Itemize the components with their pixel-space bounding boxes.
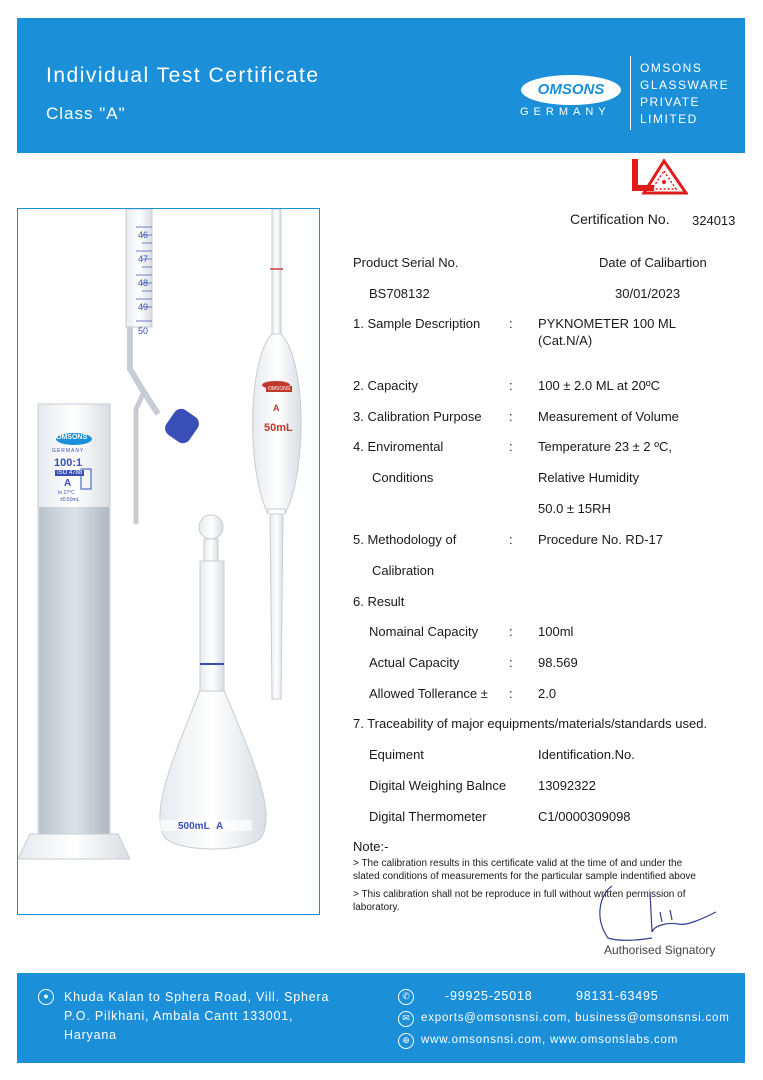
cylinder-brand: OMSONS — [56, 434, 88, 441]
row-value: 100 ± 2.0 ML at 20ºC — [538, 378, 660, 393]
flask-volume: 500mL — [178, 821, 210, 832]
cylinder-ratio: 100:1 — [54, 457, 83, 469]
email-icon: ✉ — [398, 1011, 414, 1027]
company-line: GLASSWARE — [640, 78, 730, 92]
cylinder-class: A — [64, 478, 72, 489]
stopcock-icon — [162, 406, 202, 447]
burette-scale — [138, 223, 148, 343]
address-line: Khuda Kalan to Sphera Road, Vill. Sphera — [64, 990, 330, 1004]
row-label: 4. Enviromental — [353, 439, 444, 454]
row-label: Digital Weighing Balnce — [369, 778, 507, 793]
burette-mark: 47 — [138, 254, 149, 264]
company-line: LIMITED — [640, 112, 698, 126]
row-value: 2.0 — [538, 686, 557, 701]
logo-brand: OMSONS — [537, 81, 605, 98]
row-sep: : — [509, 409, 513, 424]
note-line: > This calibration shall not be reproduce in full without written permission of — [353, 889, 686, 900]
row-sep: : — [509, 439, 513, 454]
row-sep: : — [509, 624, 513, 639]
row-value: 13092322 — [538, 778, 596, 793]
serial-header: Product Serial No. — [353, 255, 459, 270]
note-line: slated conditions of measurements for the particular sample indentified above — [353, 871, 696, 882]
phone-number[interactable]: 98131-63495 — [576, 989, 659, 1003]
row-label: Conditions — [372, 470, 434, 485]
cert-number: 324013 — [692, 213, 736, 228]
row-value: 100ml — [538, 624, 574, 639]
burette-mark: 49 — [138, 302, 149, 312]
globe-icon: ⊕ — [398, 1033, 414, 1049]
logo-germany: GERMANY — [520, 106, 611, 118]
accreditation-stamp-icon — [630, 157, 688, 197]
row-label: 7. Traceability of major equipments/materials/standards used. — [353, 716, 708, 731]
burette-mark: 46 — [138, 230, 149, 240]
note-line: > The calibration results in this certificate valid at the time of and under the — [353, 858, 683, 869]
company-line: OMSONS — [640, 61, 703, 75]
serial-value: BS708132 — [369, 286, 430, 301]
location-pin-icon: ● — [38, 989, 54, 1005]
row-sep: : — [509, 655, 513, 670]
row-value: Procedure No. RD-17 — [538, 532, 663, 547]
row-value: 50.0 ± 15RH — [538, 501, 611, 516]
cylinder-tol: ±0.50mL — [60, 497, 80, 503]
row-value: Relative Humidity — [538, 470, 640, 485]
row-sep: : — [509, 532, 513, 547]
cylinder-iso: ISO 4788 — [57, 470, 83, 476]
row-label: 6. Result — [353, 594, 405, 609]
volumetric-flask — [160, 515, 266, 849]
date-value: 30/01/2023 — [615, 286, 681, 301]
logo-divider — [630, 56, 631, 130]
row-value: Measurement of Volume — [538, 409, 679, 424]
row-label: 1. Sample Description — [353, 316, 481, 331]
row-value: C1/0000309098 — [538, 809, 631, 824]
volumetric-pipette — [253, 209, 301, 699]
pipette-volume: 50mL — [264, 422, 293, 434]
email-link[interactable]: exports@omsonsnsi.com, business@omsonsnsi.com — [421, 1012, 730, 1024]
phone-icon: ✆ — [398, 989, 414, 1005]
row-sep: : — [509, 378, 513, 393]
pipette-brand: OMSONS — [268, 386, 291, 392]
date-header: Date of Calibartion — [599, 255, 707, 270]
row-value: Identification.No. — [538, 747, 635, 762]
burette-mark: 48 — [138, 278, 149, 288]
row-label: Nomainal Capacity — [369, 624, 479, 639]
cert-number-label: Certification No. — [570, 211, 670, 227]
row-label: Allowed Tollerance ± — [369, 686, 488, 701]
note-title: Note:- — [353, 839, 389, 854]
row-label: Calibration — [372, 563, 435, 578]
row-label: Equiment — [369, 747, 424, 762]
row-value: (Cat.N/A) — [538, 333, 593, 348]
signature-icon — [590, 882, 720, 944]
row-label: 5. Methodology of — [353, 532, 457, 547]
signatory-label: Authorised Signatory — [604, 943, 716, 957]
row-label: Digital Thermometer — [369, 809, 487, 824]
row-sep: : — [509, 686, 513, 701]
web-link[interactable]: www.omsonsnsi.com, www.omsonslabs.com — [421, 1034, 679, 1046]
glassware-illustration — [18, 209, 319, 914]
address-line: P.O. Pilkhani, Ambala Cantt 133001, — [64, 1009, 294, 1023]
omsons-logo — [521, 75, 621, 105]
cylinder-temp: In 27°C — [58, 490, 75, 496]
burette-mark: 50 — [138, 326, 149, 336]
row-value: 98.569 — [538, 655, 578, 670]
flask-class: A — [216, 821, 224, 832]
pipette-class: A — [273, 403, 280, 413]
cylinder-germany: GERMANY — [52, 448, 85, 454]
row-value: Temperature 23 ± 2 ºC, — [538, 439, 672, 454]
company-line: PRIVATE — [640, 95, 701, 109]
address-line: Haryana — [64, 1028, 117, 1042]
row-label: 3. Calibration Purpose — [353, 409, 482, 424]
row-sep: : — [509, 316, 513, 331]
class-label: Class "A" — [46, 104, 126, 123]
note-line: laboratory. — [353, 902, 400, 913]
page-title: Individual Test Certificate — [46, 64, 320, 87]
row-label: 2. Capacity — [353, 378, 419, 393]
row-value: PYKNOMETER 100 ML — [538, 316, 676, 331]
row-label: Actual Capacity — [369, 655, 460, 670]
phone-number[interactable]: -99925-25018 — [445, 989, 533, 1003]
